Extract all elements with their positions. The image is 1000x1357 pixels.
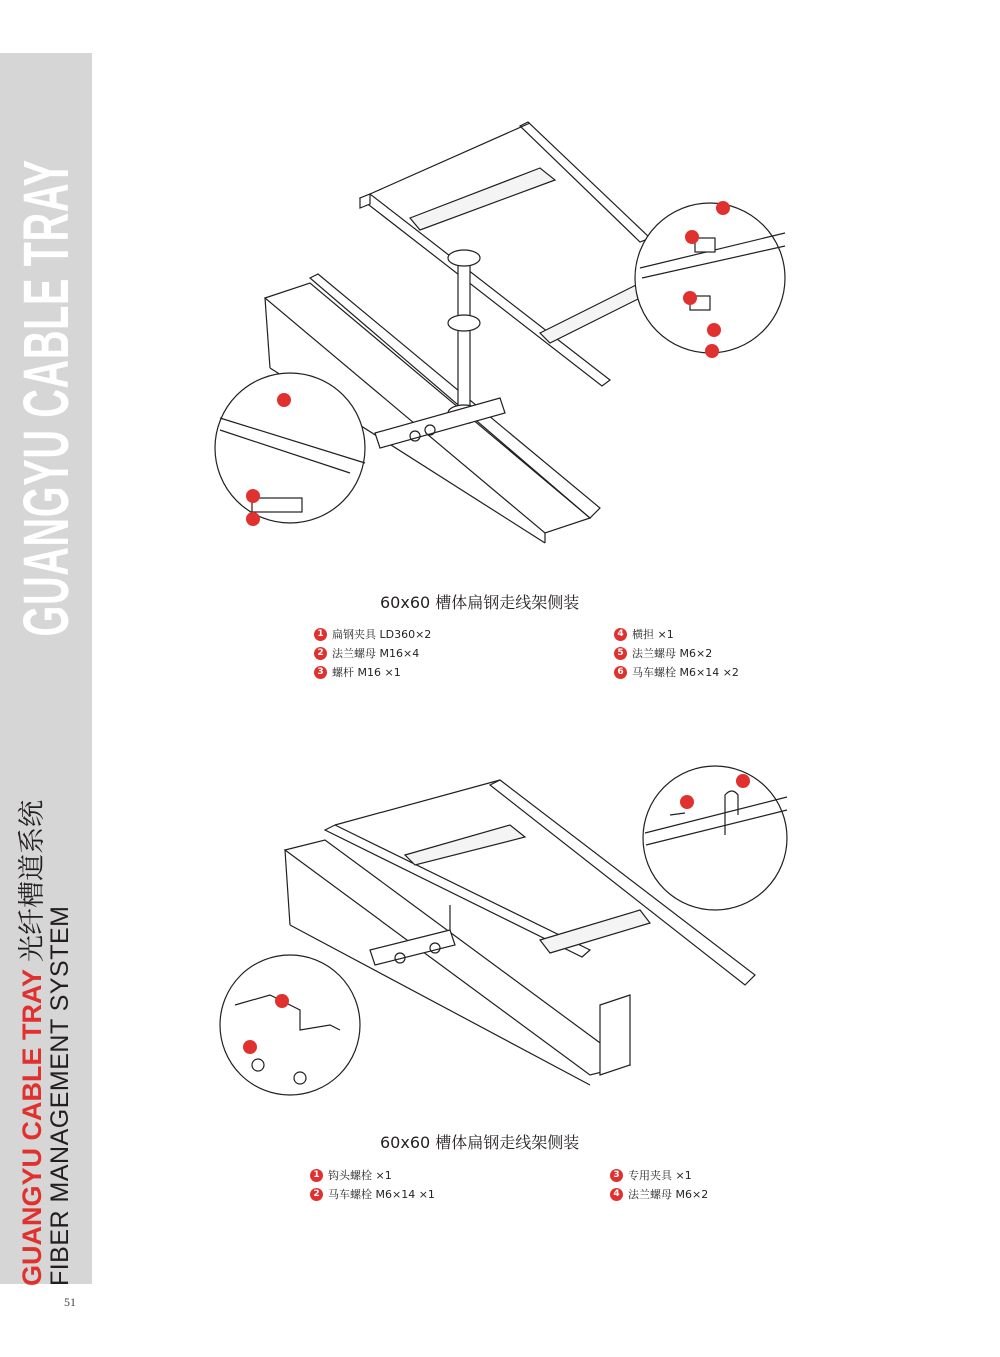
detail-circle-clamp — [220, 955, 360, 1095]
part-item: 4 横担 ×1 — [614, 625, 739, 644]
page-number: 51 — [64, 1295, 76, 1309]
section2-parts-left — [310, 1166, 435, 1204]
brand-title-cn: 光纤槽道系统 — [17, 799, 47, 962]
callout-2-low — [707, 323, 721, 337]
installation-diagram-1 — [210, 118, 800, 558]
callout-5 — [246, 512, 260, 526]
callout-2 — [680, 795, 694, 809]
ladder-rung — [405, 825, 525, 865]
threaded-rod — [458, 258, 470, 423]
ladder-rung — [410, 168, 555, 230]
callout-1 — [736, 774, 750, 788]
ladder-rung — [540, 283, 650, 343]
callout-2-top — [716, 201, 730, 215]
part-item: 6 马车螺栓 M6×14 ×2 — [614, 663, 739, 682]
part-item: 4 法兰螺母 M6×2 — [610, 1185, 708, 1204]
detail-circle-hook — [643, 766, 787, 910]
part-item: 1 扁钢夹具 LD360×2 — [314, 625, 431, 644]
installation-diagram-2 — [210, 765, 800, 1100]
sidebar-watermark: GUANGYU CABLE TRAY — [10, 159, 82, 637]
section2-parts-right — [610, 1166, 708, 1204]
part-item: 3 专用夹具 ×1 — [610, 1166, 708, 1185]
part-item: 2 法兰螺母 M16×4 — [314, 644, 431, 663]
section1-caption: 60x60 槽体扁钢走线架侧装 — [380, 593, 580, 612]
part-item: 2 马车螺栓 M6×14 ×1 — [310, 1185, 435, 1204]
section1-parts-right — [614, 625, 739, 682]
brand-title-en: GUANGYU CABLE TRAY — [17, 969, 47, 1287]
part-item: 1 钩头螺栓 ×1 — [310, 1166, 435, 1185]
part-item: 5 法兰螺母 M6×2 — [614, 644, 739, 663]
brand-subtitle: FIBER MANAGEMENT SYSTEM — [46, 905, 74, 1287]
part-item: 3 螺杆 M16 ×1 — [314, 663, 431, 682]
brand-block — [19, 800, 73, 1286]
callout-3-low — [705, 344, 719, 358]
section2-caption: 60x60 槽体扁钢走线架侧装 — [380, 1133, 580, 1152]
callout-4 — [246, 489, 260, 503]
callout-1-mid — [683, 291, 697, 305]
callout-3 — [275, 994, 289, 1008]
ladder-rung — [540, 910, 650, 953]
callout-6 — [277, 393, 291, 407]
sidebar-band — [0, 53, 92, 1287]
callout-4 — [243, 1040, 257, 1054]
section1-parts-left — [314, 625, 431, 682]
brand-title — [19, 800, 46, 1286]
callout-1-top — [685, 230, 699, 244]
